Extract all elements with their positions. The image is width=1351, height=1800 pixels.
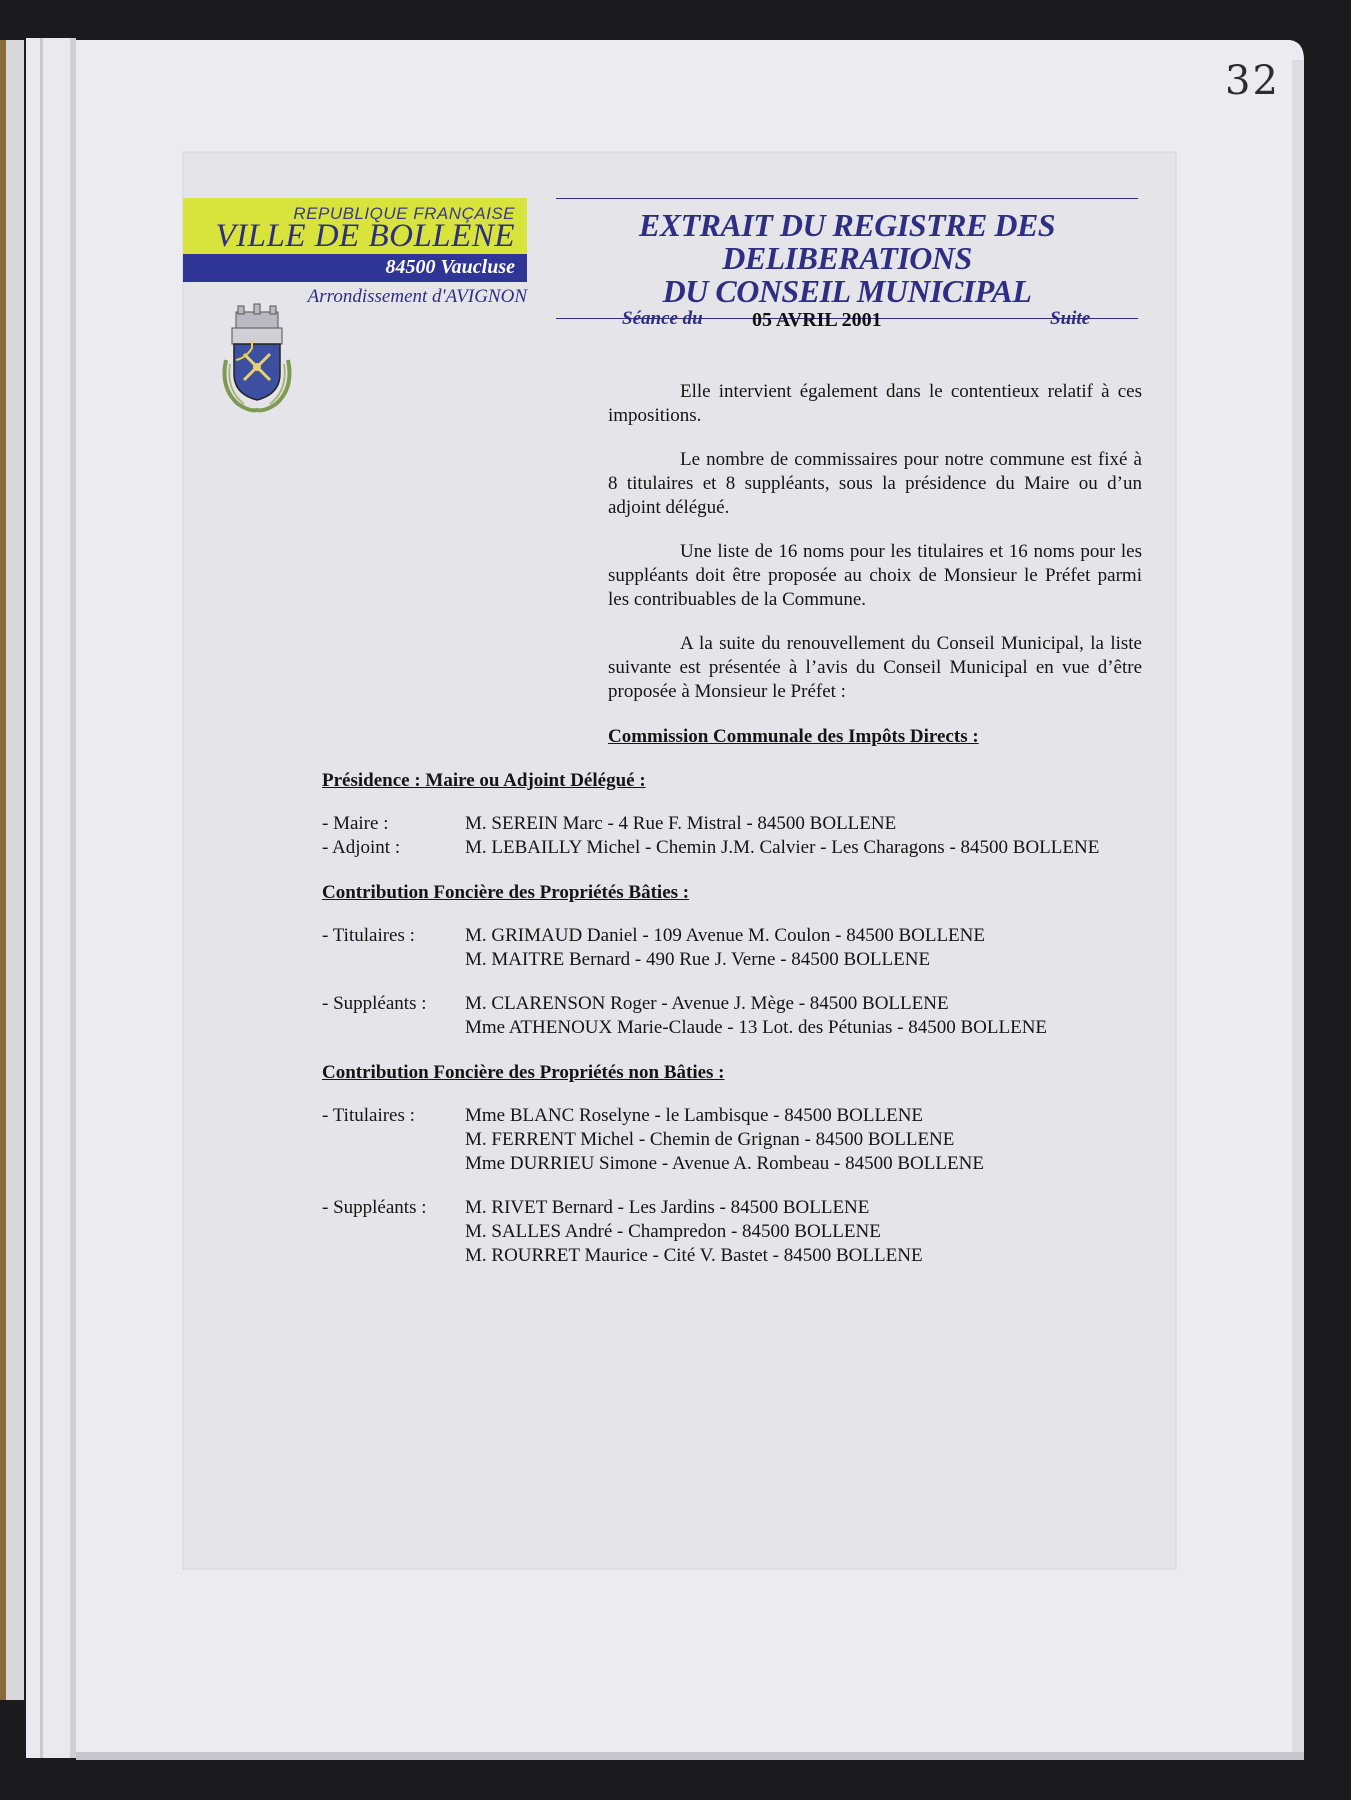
presidence-maire-row (322, 812, 896, 836)
baties-suppleant-row (322, 1016, 1047, 1040)
adjoint-value: M. LEBAILLY Michel - Chemin J.M. Calvier - Les Charagons - 84500 BOLLENE (465, 837, 1100, 858)
paragraph-3: Une liste de 16 noms pour les titulaires et 16 noms pour les suppléants doit être proposée au choix de Monsieur le Préfet parmi les contribuables de la Commune. (608, 541, 1142, 610)
non-baties-suppleant-row (322, 1220, 881, 1244)
baties-suppleant-row (322, 992, 949, 1016)
paragraph-1: Elle intervient également dans le contentieux relatif à ces impositions. (608, 381, 1142, 426)
departement: 84500 Vaucluse (385, 256, 515, 278)
arrondissement: Arrondissement d'AVIGNON (307, 286, 527, 307)
non-baties-titulaire-row (322, 1128, 954, 1152)
letterhead-yellow-band (183, 198, 527, 254)
non-baties-titulaire-row (322, 1152, 984, 1176)
non-baties-titulaire-2: M. FERRENT Michel - Chemin de Grignan - 84500 BOLLENE (465, 1129, 955, 1150)
non-baties-suppleants-label: - Suppléants : (322, 1197, 427, 1218)
letterhead-blue-band (183, 254, 527, 282)
ville-de-bollene: VILLE DE BOLLENE (215, 218, 515, 254)
paragraph-2: Le nombre de commissaires pour notre commune est fixé à 8 titulaires et 8 suppléants, sous la présidence du Maire ou d’un adjoint délégué. (608, 449, 1142, 518)
presidence-heading: Présidence : Maire ou Adjoint Délégué : (322, 770, 646, 791)
non-baties-suppleant-3: M. ROURRET Maurice - Cité V. Bastet - 84500 BOLLENE (465, 1245, 923, 1266)
non-baties-suppleant-row (322, 1196, 869, 1220)
non-baties-heading: Contribution Foncière des Propriétés non Bâties : (322, 1062, 725, 1083)
baties-titulaire-row (322, 948, 930, 972)
presidence-adjoint-row (322, 836, 1099, 860)
baties-titulaire-1: M. GRIMAUD Daniel - 109 Avenue M. Coulon - 84500 BOLLENE (465, 925, 985, 946)
title-line-1: EXTRAIT DU REGISTRE DES DELIBERATIONS (638, 207, 1056, 276)
document-title (556, 198, 1138, 319)
baties-heading: Contribution Foncière des Propriétés Bâties : (322, 882, 690, 903)
non-baties-suppleant-2: M. SALLES André - Champredon - 84500 BOLLENE (465, 1221, 881, 1242)
baties-suppleant-1: M. CLARENSON Roger - Avenue J. Mège - 84500 BOLLENE (465, 993, 949, 1014)
municipal-crest-icon (216, 300, 298, 414)
baties-suppleant-2: Mme ATHENOUX Marie-Claude - 13 Lot. des Pétunias - 84500 BOLLENE (465, 1017, 1048, 1038)
paragraph-4: A la suite du renouvellement du Conseil Municipal, la liste suivante est présentée à l’avis du Conseil Municipal en vue d’être proposée à Monsieur le Préfet : (608, 633, 1142, 702)
commission-heading: Commission Communale des Impôts Directs : (608, 726, 979, 747)
title-line-2: DU CONSEIL MUNICIPAL (662, 273, 1032, 309)
seance-label: Séance du (622, 308, 703, 329)
non-baties-suppleant-1: M. RIVET Bernard - Les Jardins - 84500 BOLLENE (465, 1197, 870, 1218)
suite-label: Suite (1050, 308, 1091, 329)
non-baties-suppleant-row (322, 1244, 923, 1268)
letterhead (183, 198, 527, 307)
non-baties-titulaire-row (322, 1104, 923, 1128)
maire-label: - Maire : (322, 813, 389, 834)
baties-titulaire-2: M. MAITRE Bernard - 490 Rue J. Verne - 84500 BOLLENE (465, 949, 931, 970)
baties-titulaire-row (322, 924, 985, 948)
non-baties-titulaire-3: Mme DURRIEU Simone - Avenue A. Rombeau - 84500 BOLLENE (465, 1153, 984, 1174)
non-baties-titulaire-1: Mme BLANC Roselyne - le Lambisque - 84500 BOLLENE (465, 1105, 924, 1126)
baties-titulaires-label: - Titulaires : (322, 925, 415, 946)
seance-date: 05 AVRIL 2001 (752, 309, 882, 331)
adjoint-label: - Adjoint : (322, 837, 401, 858)
maire-value: M. SEREIN Marc - 4 Rue F. Mistral - 84500 BOLLENE (465, 813, 897, 834)
baties-suppleants-label: - Suppléants : (322, 993, 427, 1014)
page-number: 32 (1225, 58, 1280, 104)
non-baties-titulaires-label: - Titulaires : (322, 1105, 415, 1126)
republique-francaise: REPUBLIQUE FRANÇAISE (293, 204, 515, 223)
